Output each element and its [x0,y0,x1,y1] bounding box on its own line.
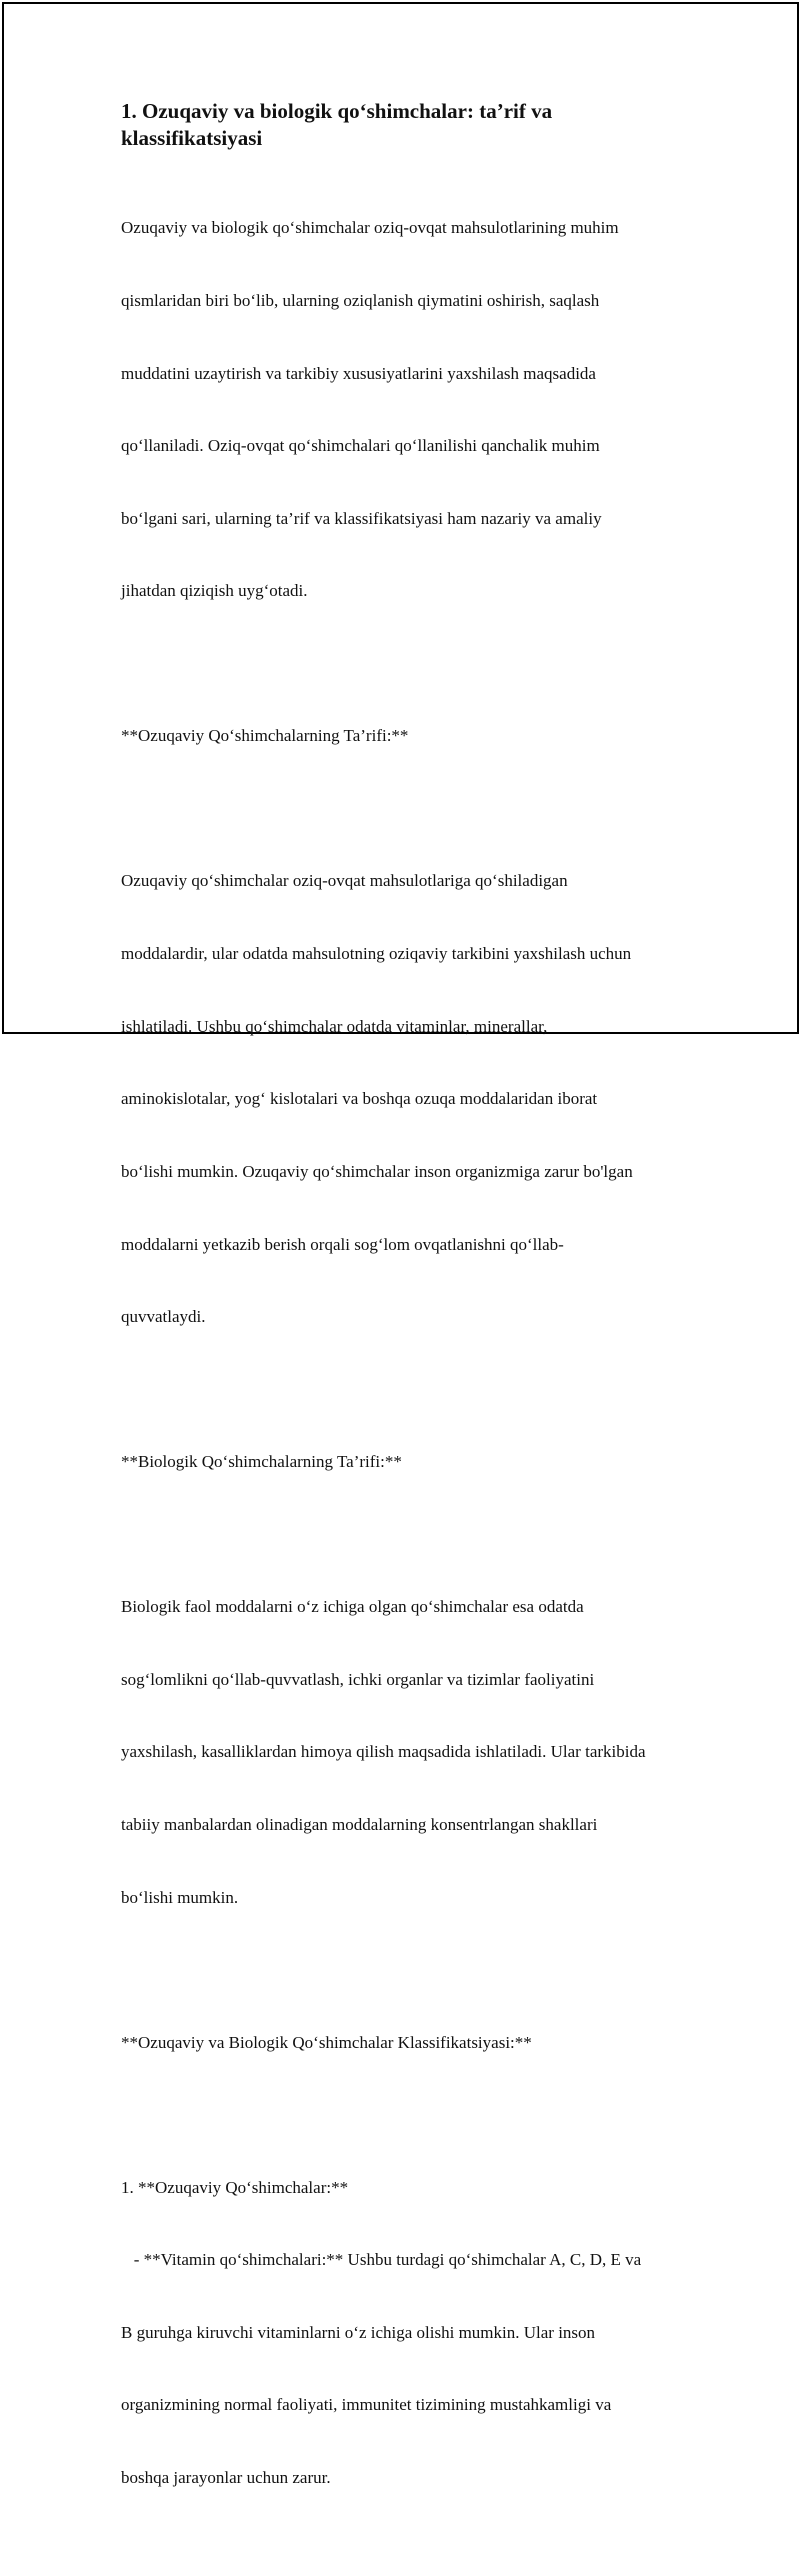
text-line: qo‘llaniladi. Oziq-ovqat qo‘shimchalari qo‘llanilishi qanchalik muhim [121,436,600,456]
text-line: **Ozuqaviy va Biologik Qo‘shimchalar Klassifikatsiyasi:** [121,2032,532,2052]
text-line: muddatini uzaytirish va tarkibiy xususiyatlarini yaxshilash maqsadida [121,363,596,383]
section-heading-biological-definition [121,1402,701,1523]
text-line: yaxshilash, kasalliklardan himoya qilish maqsadida ishlatiladi. Ular tarkibida [121,1742,646,1762]
text-line: moddalarni yetkazib berish orqali sog‘lom ovqatlanishni qo‘llab- [121,1234,564,1254]
nutritional-definition-paragraph [121,821,701,1378]
text-line: bo‘lgani sari, ularning ta’rif va klassifikatsiyasi ham nazariy va amaliy [121,508,602,528]
title-line: klassifikatsiyasi [121,126,263,150]
biological-definition-paragraph [121,1547,701,1958]
text-line: Ozuqaviy va biologik qo‘shimchalar oziq-ovqat mahsulotlarining muhim [121,218,619,238]
text-line: aminokislotalar, yog‘ kislotalari va boshqa ozuqa moddalaridan iborat [121,1089,598,1109]
document-title [121,98,701,152]
text-line: **Ozuqaviy Qo‘shimchalarning Ta’rifi:** [121,726,409,746]
list-item: 1. **Ozuqaviy Qo‘shimchalar:** [121,2177,349,2197]
text-line: moddalardir, ular odatda mahsulotning oziqaviy tarkibini yaxshilash uchun [121,944,632,964]
text-line: Ozuqaviy qo‘shimchalar oziq-ovqat mahsulotlariga qo‘shiladigan [121,871,568,891]
text-line: jihatdan qiziqish uyg‘otadi. [121,581,308,601]
list-item: - **Vitamin qo‘shimchalari:** Ushbu turdagi qo‘shimchalar A, C, D, E va [121,2250,642,2270]
text-line: qismlaridan biri bo‘lib, ularning oziqlanish qiymatini oshirish, saqlash [121,291,600,311]
text-line: **Biologik Qo‘shimchalarning Ta’rifi:** [121,1452,402,1472]
section-heading-nutritional-definition [121,676,701,797]
text-line: sog‘lomlikni qo‘llab-quvvatlash, ichki organlar va tizimlar faoliyatini [121,1669,595,1689]
document-content [121,98,701,2563]
document-page [2,2,799,2488]
text-line: bo‘lishi mumkin. [121,1887,239,1907]
text-line: tabiiy manbalardan olinadigan moddalarning konsentrlangan shakllari [121,1815,598,1834]
text-line: Biologik faol moddalarni o‘z ichiga olgan qo‘shimchalar esa odatda [121,1597,584,1617]
text-line: organizmining normal faoliyati, immunitet tizimining mustahkamligi va [121,2395,612,2415]
section-heading-classification [121,1982,701,2103]
text-line: B guruhga kiruvchi vitaminlarni o‘z ichiga olishi mumkin. Ular inson [121,2322,596,2342]
text-line: boshqa jarayonlar uchun zarur. [121,2468,331,2488]
title-line: 1. Ozuqaviy va biologik qo‘shimchalar: ta’rif va [121,99,553,123]
text-line: ishlatiladi. Ushbu qo‘shimchalar odatda vitaminlar, minerallar, [121,1016,548,1036]
text-line: bo‘lishi mumkin. Ozuqaviy qo‘shimchalar inson organizmiga zarur bo'lgan [121,1161,633,1181]
text-line: quvvatlaydi. [121,1307,206,1327]
intro-paragraph [121,168,701,652]
classification-list [121,2127,701,2538]
